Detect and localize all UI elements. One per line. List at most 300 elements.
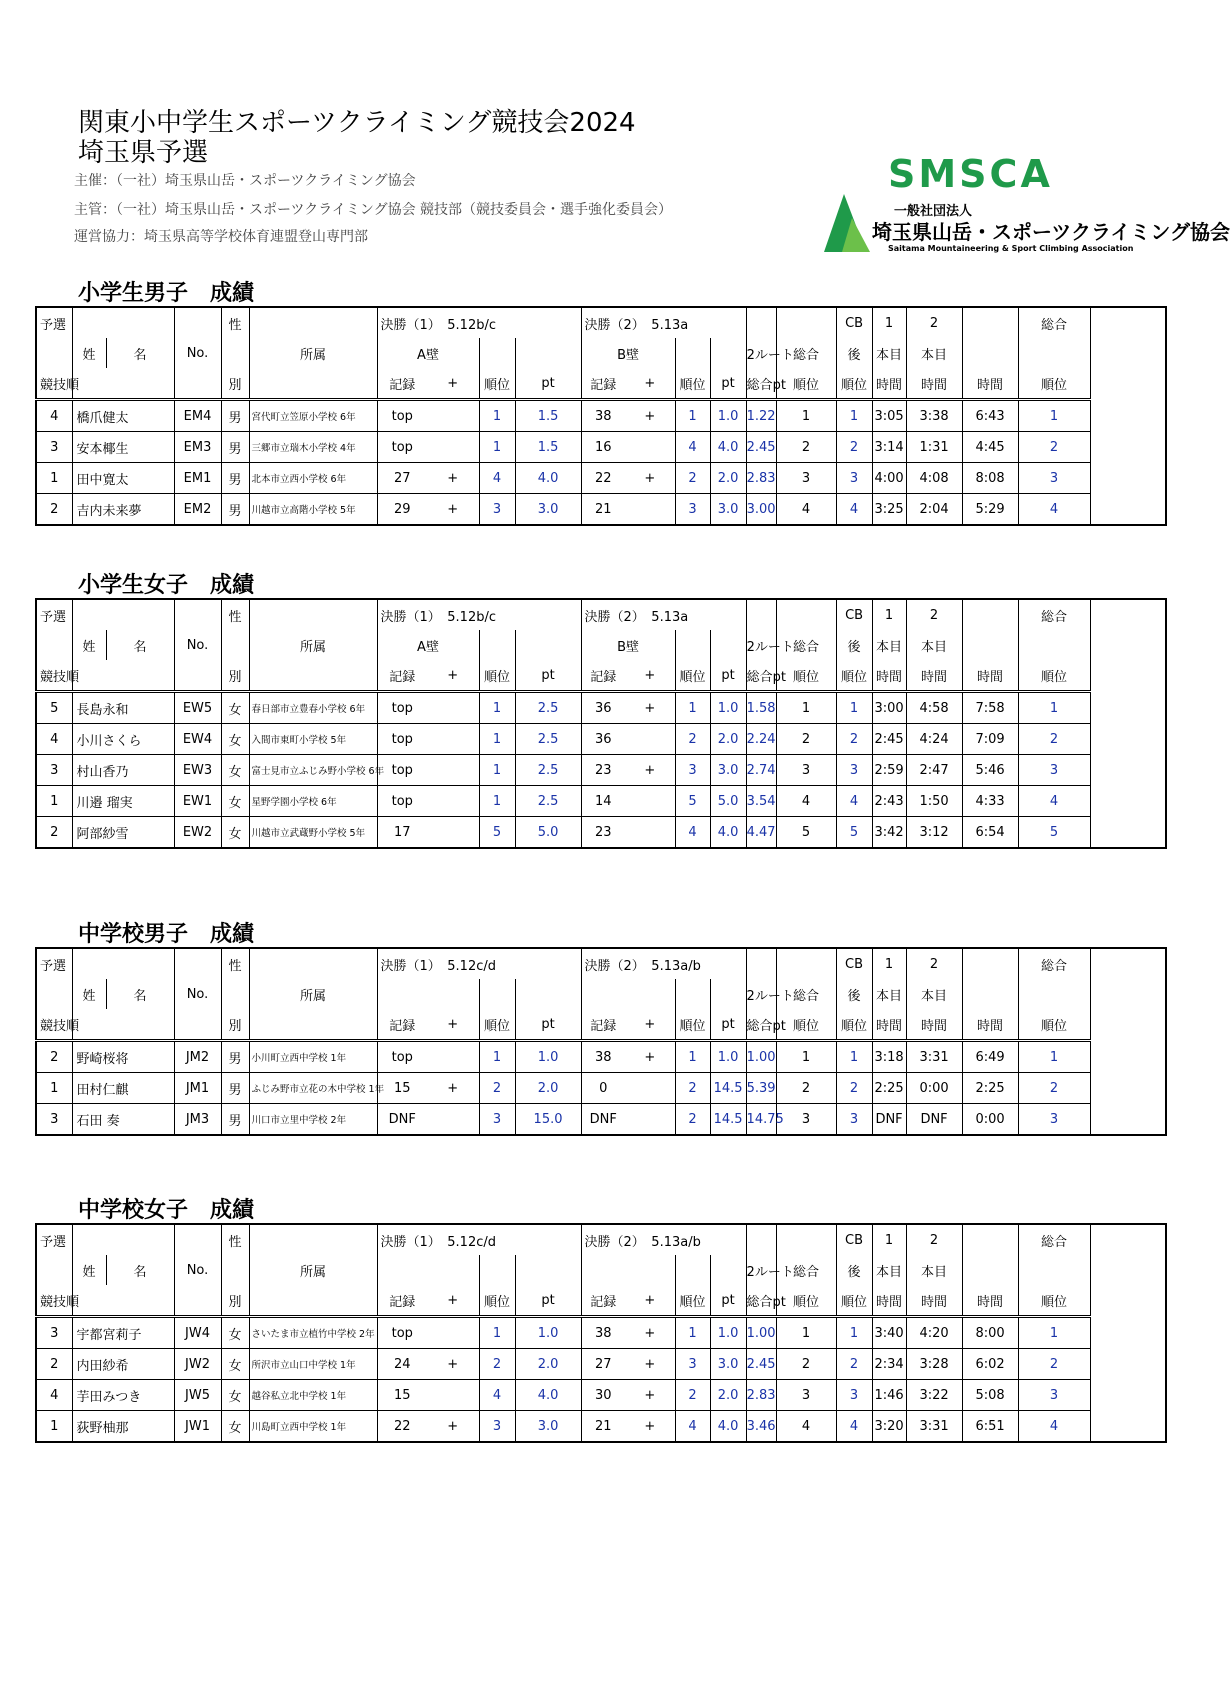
col-two-label: 2 [906, 307, 962, 338]
col-sei-mei-header [72, 599, 174, 630]
cell-plus1 [427, 786, 479, 817]
col-sei-label: 姓 [72, 979, 106, 1009]
cell-order: 1 [36, 463, 72, 494]
col-pt2-blank [710, 599, 746, 630]
col-cb-label: CB [836, 948, 872, 979]
cell-affiliation: さいたま市立植竹中学校 2年 [249, 1317, 377, 1349]
cell-plus2 [625, 724, 675, 755]
cell-sex: 男 [221, 1104, 249, 1136]
cell-plus2 [625, 1073, 675, 1104]
cell-order: 4 [36, 724, 72, 755]
col-sex-bottom: 別 [221, 368, 249, 400]
col-blank [710, 1255, 746, 1285]
col-jikan1: 時間 [872, 660, 906, 692]
cell-rank1: 3 [479, 1411, 515, 1443]
col-honme1: 本目 [872, 630, 906, 660]
col-blank [962, 338, 1018, 368]
col-pt1-blank [515, 948, 581, 979]
cell-rank2: 5 [675, 786, 710, 817]
cell-sex: 男 [221, 400, 249, 432]
cell-overall: 3 [1018, 1380, 1090, 1411]
col-kiroku2: 記録 [581, 1285, 625, 1317]
cell-cb-rank: 1 [836, 1041, 872, 1073]
cell-rank1: 1 [479, 692, 515, 724]
col-plus2: + [625, 1009, 675, 1041]
col-time-blank [962, 948, 1018, 979]
col-tot-blank [746, 1224, 776, 1255]
col-final1-label: 決勝（1） 5.12c/d [377, 1224, 515, 1255]
cell-overall: 4 [1018, 1411, 1090, 1443]
cell-time2: 4:08 [906, 463, 962, 494]
col-sogo-juni: 順位 [776, 660, 836, 692]
cell-total-rank: 4 [776, 1411, 836, 1443]
col-plus1: + [427, 368, 479, 400]
cell-sex: 男 [221, 432, 249, 463]
cell-overall: 3 [1018, 1104, 1090, 1136]
cell-time1: 3:42 [872, 817, 906, 849]
cell-record1: top [377, 432, 427, 463]
cell-total-pt: 3.46 [746, 1411, 776, 1443]
cell-cb-rank: 4 [836, 494, 872, 526]
col-pt1: pt [515, 660, 581, 692]
cell-pt1: 1.0 [515, 1041, 581, 1073]
cell-plus2 [625, 494, 675, 526]
cell-record2: 21 [581, 1411, 625, 1443]
col-overall-top: 総合 [1018, 948, 1090, 979]
organizer: 主催：（一社）埼玉県山岳・スポーツクライミング協会 [74, 173, 416, 189]
col-final1-label: 決勝（1） 5.12b/c [377, 599, 515, 630]
cell-overall: 2 [1018, 1349, 1090, 1380]
col-blank [675, 1255, 710, 1285]
cell-record2: 36 [581, 724, 625, 755]
col-sogo: 総合 [776, 979, 836, 1009]
col-overall-top: 総合 [1018, 599, 1090, 630]
col-sogo-juni: 順位 [776, 1009, 836, 1041]
cell-cb-rank: 1 [836, 692, 872, 724]
cell-rank1: 4 [479, 1380, 515, 1411]
col-honme1: 本目 [872, 338, 906, 368]
col-blank [1018, 1255, 1090, 1285]
cell-name: 阿部紗雪 [72, 817, 174, 849]
cell-affiliation: 三郷市立瑞木小学校 4年 [249, 432, 377, 463]
cell-pt2: 1.0 [710, 1041, 746, 1073]
col-overall-top: 総合 [1018, 1224, 1090, 1255]
cell-record1: 17 [377, 817, 427, 849]
col-kyogijun: 競技順 [36, 660, 72, 692]
col-jikan2: 時間 [906, 660, 962, 692]
cell-time1: 1:46 [872, 1380, 906, 1411]
col-two-label: 2 [906, 1224, 962, 1255]
cell-total-pt: 3.00 [746, 494, 776, 526]
col-yosen-blank [36, 630, 72, 660]
col-blank [221, 630, 249, 660]
col-jikan2: 時間 [906, 1009, 962, 1041]
cell-total-rank: 3 [776, 1104, 836, 1136]
cell-cb-rank: 2 [836, 1073, 872, 1104]
cell-sex: 男 [221, 494, 249, 526]
cell-total-pt: 14.75 [746, 1104, 776, 1136]
col-wall-b: B壁 [581, 630, 675, 660]
col-go: 後 [836, 979, 872, 1009]
cell-total-rank: 3 [776, 755, 836, 786]
cell-overall: 1 [1018, 400, 1090, 432]
col-mei-label: 名 [106, 979, 174, 1009]
cell-total-pt: 2.24 [746, 724, 776, 755]
logo-line3: Saitama Mountaineering & Sport Climbing Association [888, 244, 1134, 253]
col-sogo: 総合 [776, 338, 836, 368]
cell-sex: 男 [221, 463, 249, 494]
col-blank [1018, 338, 1090, 368]
cell-rank2: 3 [675, 755, 710, 786]
cell-order: 2 [36, 817, 72, 849]
cell-rank1: 1 [479, 755, 515, 786]
cell-total-pt: 2.74 [746, 755, 776, 786]
logo-line2: 埼玉県山岳・スポーツクライミング協会 [872, 220, 1230, 244]
cell-record1: top [377, 400, 427, 432]
col-pt1: pt [515, 368, 581, 400]
cell-time-total: 6:43 [962, 400, 1018, 432]
table-row [36, 1411, 1166, 1443]
col-aff-header [249, 1224, 377, 1255]
col-sei-label: 姓 [72, 338, 106, 368]
col-honme2: 本目 [906, 1255, 962, 1285]
cell-time2: 4:20 [906, 1317, 962, 1349]
col-cb-label: CB [836, 307, 872, 338]
cell-sex: 女 [221, 692, 249, 724]
cell-time2: 4:24 [906, 724, 962, 755]
col-blank [249, 368, 377, 400]
cell-rank1: 1 [479, 724, 515, 755]
col-overall-bottom: 順位 [1018, 1285, 1090, 1317]
table-row [36, 400, 1166, 432]
cell-pt2: 4.0 [710, 432, 746, 463]
col-go: 後 [836, 338, 872, 368]
col-trank-blank [776, 948, 836, 979]
cell-name: 宇都宮莉子 [72, 1317, 174, 1349]
cell-plus1: + [427, 494, 479, 526]
manager: 主管：（一社）埼玉県山岳・スポーツクライミング協会 競技部（競技委員会・選手強化委員会） [74, 202, 673, 218]
cell-plus2 [625, 1104, 675, 1136]
cell-total-pt: 3.54 [746, 786, 776, 817]
col-one-label: 1 [872, 599, 906, 630]
col-blank [221, 979, 249, 1009]
cell-time2: 2:47 [906, 755, 962, 786]
cell-plus1 [427, 755, 479, 786]
cell-sex: 女 [221, 1317, 249, 1349]
cell-overall: 1 [1018, 1317, 1090, 1349]
cell-pt2: 1.0 [710, 692, 746, 724]
cell-name: 川邉 瑠実 [72, 786, 174, 817]
col-pt2: pt [710, 1285, 746, 1317]
col-final2-label: 決勝（2） 5.13a/b [581, 1224, 710, 1255]
cell-plus1: + [427, 1349, 479, 1380]
col-aff-header [249, 948, 377, 979]
cell-time-total: 5:08 [962, 1380, 1018, 1411]
col-blank [675, 630, 710, 660]
cell-plus2: + [625, 1041, 675, 1073]
cell-record1: top [377, 1317, 427, 1349]
cell-pt1: 4.0 [515, 1380, 581, 1411]
col-sex-header: 性 [221, 1224, 249, 1255]
col-tot-blank [746, 307, 776, 338]
cell-record1: 27 [377, 463, 427, 494]
cell-rank1: 3 [479, 494, 515, 526]
cell-order: 1 [36, 1073, 72, 1104]
cell-time-total: 6:49 [962, 1041, 1018, 1073]
cell-no: EW4 [174, 724, 221, 755]
cell-affiliation: 星野学園小学校 6年 [249, 786, 377, 817]
col-sei-mei-header [72, 948, 174, 979]
cell-name: 芋田みつき [72, 1380, 174, 1411]
cell-total-rank: 3 [776, 1380, 836, 1411]
cell-affiliation: 小川町立西中学校 1年 [249, 1041, 377, 1073]
col-kyogijun: 競技順 [36, 1009, 72, 1041]
cell-record1: 22 [377, 1411, 427, 1443]
cell-affiliation: 川島町立西中学校 1年 [249, 1411, 377, 1443]
col-go: 後 [836, 630, 872, 660]
cooperation: 運営協力：埼玉県高等学校体育連盟登山専門部 [74, 229, 368, 245]
table-row [36, 494, 1166, 526]
col-blank [962, 979, 1018, 1009]
col-plus1: + [427, 660, 479, 692]
cell-sex: 女 [221, 755, 249, 786]
col-blank [479, 1255, 515, 1285]
cell-pt2: 1.0 [710, 400, 746, 432]
section-title: 小学生女子 成績 [78, 573, 255, 598]
col-jikan1: 時間 [872, 1009, 906, 1041]
cell-time1: 3:18 [872, 1041, 906, 1073]
col-blank [675, 338, 710, 368]
cell-no: JM2 [174, 1041, 221, 1073]
col-no-label: No. [174, 630, 221, 660]
col-blank [174, 368, 221, 400]
header-row [36, 1224, 1166, 1255]
cell-pt1: 4.0 [515, 463, 581, 494]
col-honme2: 本目 [906, 630, 962, 660]
cell-time2: 1:50 [906, 786, 962, 817]
mountain-logo-icon [822, 192, 872, 254]
col-wall-a: A壁 [377, 630, 479, 660]
col-honme1: 本目 [872, 979, 906, 1009]
cell-rank1: 1 [479, 1317, 515, 1349]
cell-pt2: 4.0 [710, 1411, 746, 1443]
cell-total-rank: 1 [776, 692, 836, 724]
cell-time1: 3:25 [872, 494, 906, 526]
col-pt2: pt [710, 1009, 746, 1041]
col-plus1: + [427, 1009, 479, 1041]
cell-no: JW2 [174, 1349, 221, 1380]
col-no-label: No. [174, 979, 221, 1009]
cell-no: EW2 [174, 817, 221, 849]
cell-name: 長島永和 [72, 692, 174, 724]
cell-record1: 29 [377, 494, 427, 526]
cell-no: EM4 [174, 400, 221, 432]
col-no-header [174, 307, 221, 338]
smsca-logo [822, 152, 1230, 260]
cell-rank2: 2 [675, 463, 710, 494]
header-row [36, 368, 1166, 400]
col-overall-bottom: 順位 [1018, 1009, 1090, 1041]
cell-total-rank: 4 [776, 494, 836, 526]
cell-time-total: 6:02 [962, 1349, 1018, 1380]
cell-plus2 [625, 432, 675, 463]
col-yosen-blank [36, 1255, 72, 1285]
cell-time-total: 5:29 [962, 494, 1018, 526]
cell-record1: top [377, 1041, 427, 1073]
cell-overall: 3 [1018, 755, 1090, 786]
col-no-header [174, 599, 221, 630]
cell-time2: DNF [906, 1104, 962, 1136]
cell-rank2: 4 [675, 817, 710, 849]
cell-order: 5 [36, 692, 72, 724]
cell-pt1: 2.0 [515, 1073, 581, 1104]
cell-no: JM3 [174, 1104, 221, 1136]
cell-sex: 女 [221, 1349, 249, 1380]
col-blank [515, 630, 581, 660]
cell-affiliation: 富士見市立ふじみ野小学校 6年 [249, 755, 377, 786]
col-pt1-blank [515, 307, 581, 338]
col-total-pt: 総合pt [746, 1009, 776, 1041]
col-pt1: pt [515, 1285, 581, 1317]
cell-pt2: 2.0 [710, 463, 746, 494]
col-two-label: 2 [906, 599, 962, 630]
col-blank [249, 1009, 377, 1041]
cell-total-rank: 2 [776, 724, 836, 755]
col-blank [1018, 979, 1090, 1009]
title-line1: 関東小中学生スポーツクライミング競技会2024 [78, 108, 636, 138]
col-blank [249, 1285, 377, 1317]
col-aff-header [249, 307, 377, 338]
cell-time1: 2:34 [872, 1349, 906, 1380]
cell-time-total: 6:54 [962, 817, 1018, 849]
cell-name: 小川さくら [72, 724, 174, 755]
cell-total-pt: 5.39 [746, 1073, 776, 1104]
cell-no: EW1 [174, 786, 221, 817]
col-blank [174, 1285, 221, 1317]
col-kyogijun: 競技順 [36, 1285, 72, 1317]
cell-pt1: 2.5 [515, 786, 581, 817]
cell-record1: top [377, 692, 427, 724]
col-juni2: 順位 [675, 660, 710, 692]
cell-plus2: + [625, 692, 675, 724]
col-time-blank [962, 307, 1018, 338]
col-sogo: 総合 [776, 630, 836, 660]
cell-total-pt: 2.45 [746, 432, 776, 463]
cell-no: EM1 [174, 463, 221, 494]
header-row [36, 307, 1166, 338]
cell-sex: 女 [221, 1380, 249, 1411]
cell-order: 1 [36, 786, 72, 817]
cell-pt2: 2.0 [710, 724, 746, 755]
col-no-label: No. [174, 338, 221, 368]
cell-rank2: 3 [675, 1349, 710, 1380]
cell-name: 橋爪健太 [72, 400, 174, 432]
cell-rank2: 1 [675, 1041, 710, 1073]
cell-rank2: 1 [675, 692, 710, 724]
cell-record1: 15 [377, 1073, 427, 1104]
table-row [36, 755, 1166, 786]
cell-time-total: 2:25 [962, 1073, 1018, 1104]
cell-total-rank: 1 [776, 1317, 836, 1349]
col-pt2-blank [710, 948, 746, 979]
cell-time-total: 8:08 [962, 463, 1018, 494]
title-line2: 埼玉県予選 [78, 138, 209, 168]
cell-order: 2 [36, 494, 72, 526]
col-sei-mei-header [72, 307, 174, 338]
col-blank [174, 660, 221, 692]
col-two-route: 2ルート [746, 630, 776, 660]
col-juni1: 順位 [479, 1285, 515, 1317]
cell-total-rank: 1 [776, 400, 836, 432]
col-juni1: 順位 [479, 1009, 515, 1041]
cell-record1: top [377, 786, 427, 817]
col-kiroku1: 記録 [377, 1009, 427, 1041]
col-blank [249, 660, 377, 692]
cell-affiliation: 宮代町立笠原小学校 6年 [249, 400, 377, 432]
table-row [36, 1349, 1166, 1380]
cell-affiliation: 越谷私立北中学校 1年 [249, 1380, 377, 1411]
cell-affiliation: 春日部市立豊春小学校 6年 [249, 692, 377, 724]
col-jikan2: 時間 [906, 1285, 962, 1317]
cell-overall: 1 [1018, 1041, 1090, 1073]
col-honme2: 本目 [906, 338, 962, 368]
col-blank [72, 368, 174, 400]
cell-pt1: 2.5 [515, 755, 581, 786]
cell-pt1: 1.5 [515, 432, 581, 463]
cell-total-rank: 2 [776, 1349, 836, 1380]
cell-name: 野崎桜将 [72, 1041, 174, 1073]
cell-time-total: 0:00 [962, 1104, 1018, 1136]
cell-pt1: 2.0 [515, 1349, 581, 1380]
cell-total-pt: 1.00 [746, 1317, 776, 1349]
col-sex-header: 性 [221, 599, 249, 630]
cell-plus2 [625, 786, 675, 817]
cell-cb-rank: 1 [836, 1317, 872, 1349]
cell-rank2: 2 [675, 1380, 710, 1411]
col-sogo: 総合 [776, 1255, 836, 1285]
cell-total-rank: 2 [776, 1073, 836, 1104]
col-sei-label: 姓 [72, 1255, 106, 1285]
col-kiroku1: 記録 [377, 368, 427, 400]
cell-time-total: 7:09 [962, 724, 1018, 755]
col-total-jikan: 時間 [962, 660, 1018, 692]
cell-plus1 [427, 1104, 479, 1136]
cell-plus1 [427, 1041, 479, 1073]
cell-record1: DNF [377, 1104, 427, 1136]
cell-plus1 [427, 400, 479, 432]
cell-record1: top [377, 724, 427, 755]
col-no-label: No. [174, 1255, 221, 1285]
col-juni1: 順位 [479, 368, 515, 400]
cell-time-total: 6:51 [962, 1411, 1018, 1443]
cell-plus1: + [427, 1073, 479, 1104]
cell-plus2 [625, 817, 675, 849]
col-sogo-juni: 順位 [776, 1285, 836, 1317]
col-blank [515, 979, 581, 1009]
cell-total-pt: 2.83 [746, 1380, 776, 1411]
cell-affiliation: 北本市立西小学校 6年 [249, 463, 377, 494]
cell-record2: 30 [581, 1380, 625, 1411]
cell-time2: 3:28 [906, 1349, 962, 1380]
col-trank-blank [776, 1224, 836, 1255]
col-juni1: 順位 [479, 660, 515, 692]
cell-plus1: + [427, 463, 479, 494]
cell-time2: 4:58 [906, 692, 962, 724]
col-pt1-blank [515, 599, 581, 630]
cell-pt1: 1.5 [515, 400, 581, 432]
cell-pt2: 2.0 [710, 1380, 746, 1411]
col-juni2: 順位 [675, 1285, 710, 1317]
